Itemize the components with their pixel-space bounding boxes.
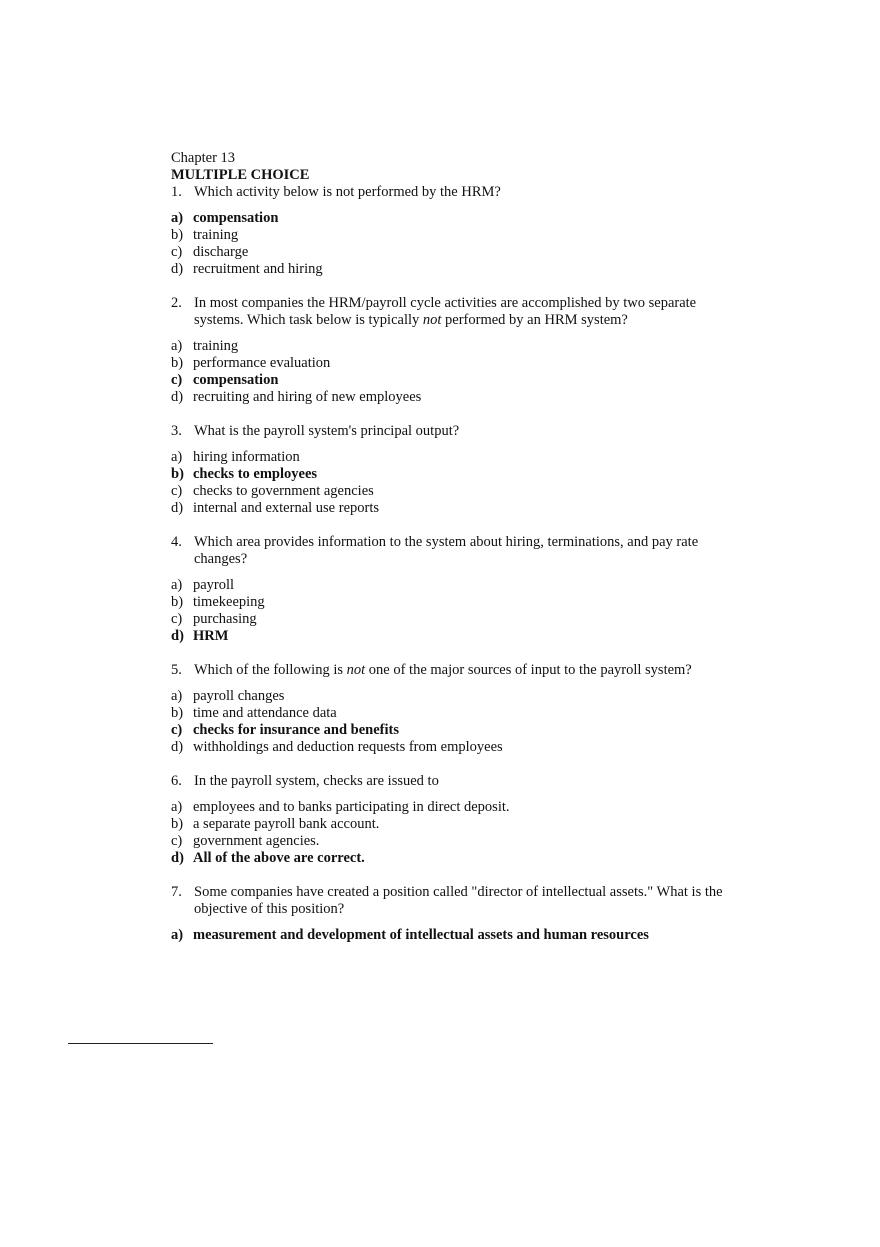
answer-option: [171, 449, 731, 466]
question-text-run: Which area provides information to the system about hiring, terminations, and pay rate changes?: [194, 534, 699, 567]
answer-option: [171, 577, 731, 594]
option-letter: a): [171, 210, 184, 226]
option-text: timekeeping: [193, 594, 265, 610]
answer-option: [171, 355, 731, 372]
question-number: 3.: [171, 423, 182, 439]
answer-option: [171, 261, 731, 278]
option-letter: d): [171, 500, 184, 516]
answer-options: [171, 338, 731, 406]
answer-options: [171, 927, 731, 944]
option-text: time and attendance data: [193, 705, 337, 721]
question-text-run: In most companies the HRM/payroll cycle activities are accomplished by two separate systems. Which task below is typically: [194, 295, 697, 328]
option-text: checks to government agencies: [193, 483, 374, 499]
question-text: [194, 295, 731, 329]
answer-options: [171, 688, 731, 756]
answer-option: [171, 705, 731, 722]
answer-option: [171, 816, 731, 833]
option-text: HRM: [193, 628, 229, 644]
option-text: purchasing: [193, 611, 257, 627]
option-letter: a): [171, 799, 183, 815]
footnote-separator: [68, 1043, 213, 1044]
question-text-emphasis: not: [422, 312, 442, 328]
option-letter: c): [171, 611, 183, 627]
answer-options: [171, 210, 731, 278]
option-text: recruitment and hiring: [193, 261, 323, 277]
option-text: hiring information: [193, 449, 300, 465]
answer-option: [171, 799, 731, 816]
question-item: [171, 534, 731, 645]
option-letter: d): [171, 628, 184, 644]
question-item: [171, 884, 731, 944]
question-text-run: one of the major sources of input to the payroll system?: [365, 662, 692, 678]
option-text: internal and external use reports: [193, 500, 380, 516]
answer-option: [171, 594, 731, 611]
question-stem: [171, 662, 731, 679]
answer-option-correct: [171, 722, 731, 739]
question-stem: [171, 184, 731, 201]
question-number: 4.: [171, 534, 182, 550]
question-text-run: performed by an HRM system?: [441, 312, 628, 328]
question-stem: [171, 295, 731, 329]
answer-option: [171, 483, 731, 500]
answer-option-correct: [171, 372, 731, 389]
question-number: 5.: [171, 662, 182, 678]
question-number: 2.: [171, 295, 182, 311]
option-letter: d): [171, 261, 184, 277]
answer-option: [171, 739, 731, 756]
option-text: discharge: [193, 244, 249, 260]
option-text: employees and to banks participating in direct deposit.: [193, 799, 510, 815]
answer-option: [171, 500, 731, 517]
option-letter: b): [171, 227, 184, 243]
question-number: 7.: [171, 884, 182, 900]
option-letter: b): [171, 816, 184, 832]
option-letter: b): [171, 705, 184, 721]
answer-option-correct: [171, 466, 731, 483]
question-text: [194, 423, 731, 440]
question-text: [194, 884, 731, 918]
option-text: withholdings and deduction requests from employees: [193, 739, 503, 755]
document-page: [171, 150, 731, 961]
answer-option: [171, 227, 731, 244]
option-letter: d): [171, 389, 184, 405]
option-letter: b): [171, 594, 184, 610]
option-text: training: [193, 227, 239, 243]
option-text: performance evaluation: [193, 355, 331, 371]
question-stem: [171, 423, 731, 440]
option-letter: a): [171, 338, 183, 354]
question-stem: [171, 534, 731, 568]
answer-option-correct: [171, 210, 731, 227]
option-letter: c): [171, 244, 183, 260]
option-text: recruiting and hiring of new employees: [193, 389, 422, 405]
question-item: [171, 184, 731, 278]
option-letter: c): [171, 483, 183, 499]
option-letter: a): [171, 577, 183, 593]
question-item: [171, 295, 731, 406]
answer-option: [171, 688, 731, 705]
option-text: compensation: [193, 372, 279, 388]
answer-option-correct: [171, 927, 731, 944]
chapter-heading: Chapter 13: [171, 150, 236, 166]
answer-option: [171, 833, 731, 850]
question-number: 1.: [171, 184, 182, 200]
option-letter: d): [171, 850, 184, 866]
option-letter: c): [171, 722, 183, 738]
option-text: checks to employees: [193, 466, 318, 482]
question-text-emphasis: not: [346, 662, 366, 678]
question-item: [171, 662, 731, 756]
option-text: All of the above are correct.: [193, 850, 365, 866]
question-text: [194, 662, 731, 679]
question-text-run: Which of the following is: [194, 662, 347, 678]
answer-option: [171, 611, 731, 628]
option-letter: b): [171, 466, 184, 482]
answer-option-correct: [171, 628, 731, 645]
answer-option-correct: [171, 850, 731, 867]
question-list: [171, 184, 731, 944]
option-letter: b): [171, 355, 184, 371]
question-text: [194, 534, 731, 568]
option-letter: c): [171, 833, 183, 849]
question-stem: [171, 884, 731, 918]
option-text: compensation: [193, 210, 279, 226]
answer-options: [171, 577, 731, 645]
answer-option: [171, 244, 731, 261]
option-letter: c): [171, 372, 183, 388]
option-text: payroll changes: [193, 688, 285, 704]
option-letter: d): [171, 739, 184, 755]
question-item: [171, 423, 731, 517]
option-text: government agencies.: [193, 833, 320, 849]
answer-option: [171, 389, 731, 406]
question-text-run: Some companies have created a position called "director of intellectual assets." What is the objective of this position?: [194, 884, 723, 917]
question-text-run: What is the payroll system's principal output?: [194, 423, 460, 439]
question-item: [171, 773, 731, 867]
answer-option: [171, 338, 731, 355]
section-heading: MULTIPLE CHOICE: [171, 167, 310, 183]
option-letter: a): [171, 688, 183, 704]
question-text: [194, 773, 731, 790]
option-text: checks for insurance and benefits: [193, 722, 399, 738]
question-stem: [171, 773, 731, 790]
question-text-run: Which activity below is not performed by the HRM?: [194, 184, 501, 200]
option-text: a separate payroll bank account.: [193, 816, 380, 832]
option-letter: a): [171, 927, 184, 943]
option-letter: a): [171, 449, 183, 465]
question-text: [194, 184, 731, 201]
option-text: measurement and development of intellectual assets and human resources: [193, 927, 649, 943]
option-text: payroll: [193, 577, 235, 593]
answer-options: [171, 799, 731, 867]
question-text-run: In the payroll system, checks are issued to: [194, 773, 439, 789]
option-text: training: [193, 338, 239, 354]
answer-options: [171, 449, 731, 517]
question-number: 6.: [171, 773, 182, 789]
